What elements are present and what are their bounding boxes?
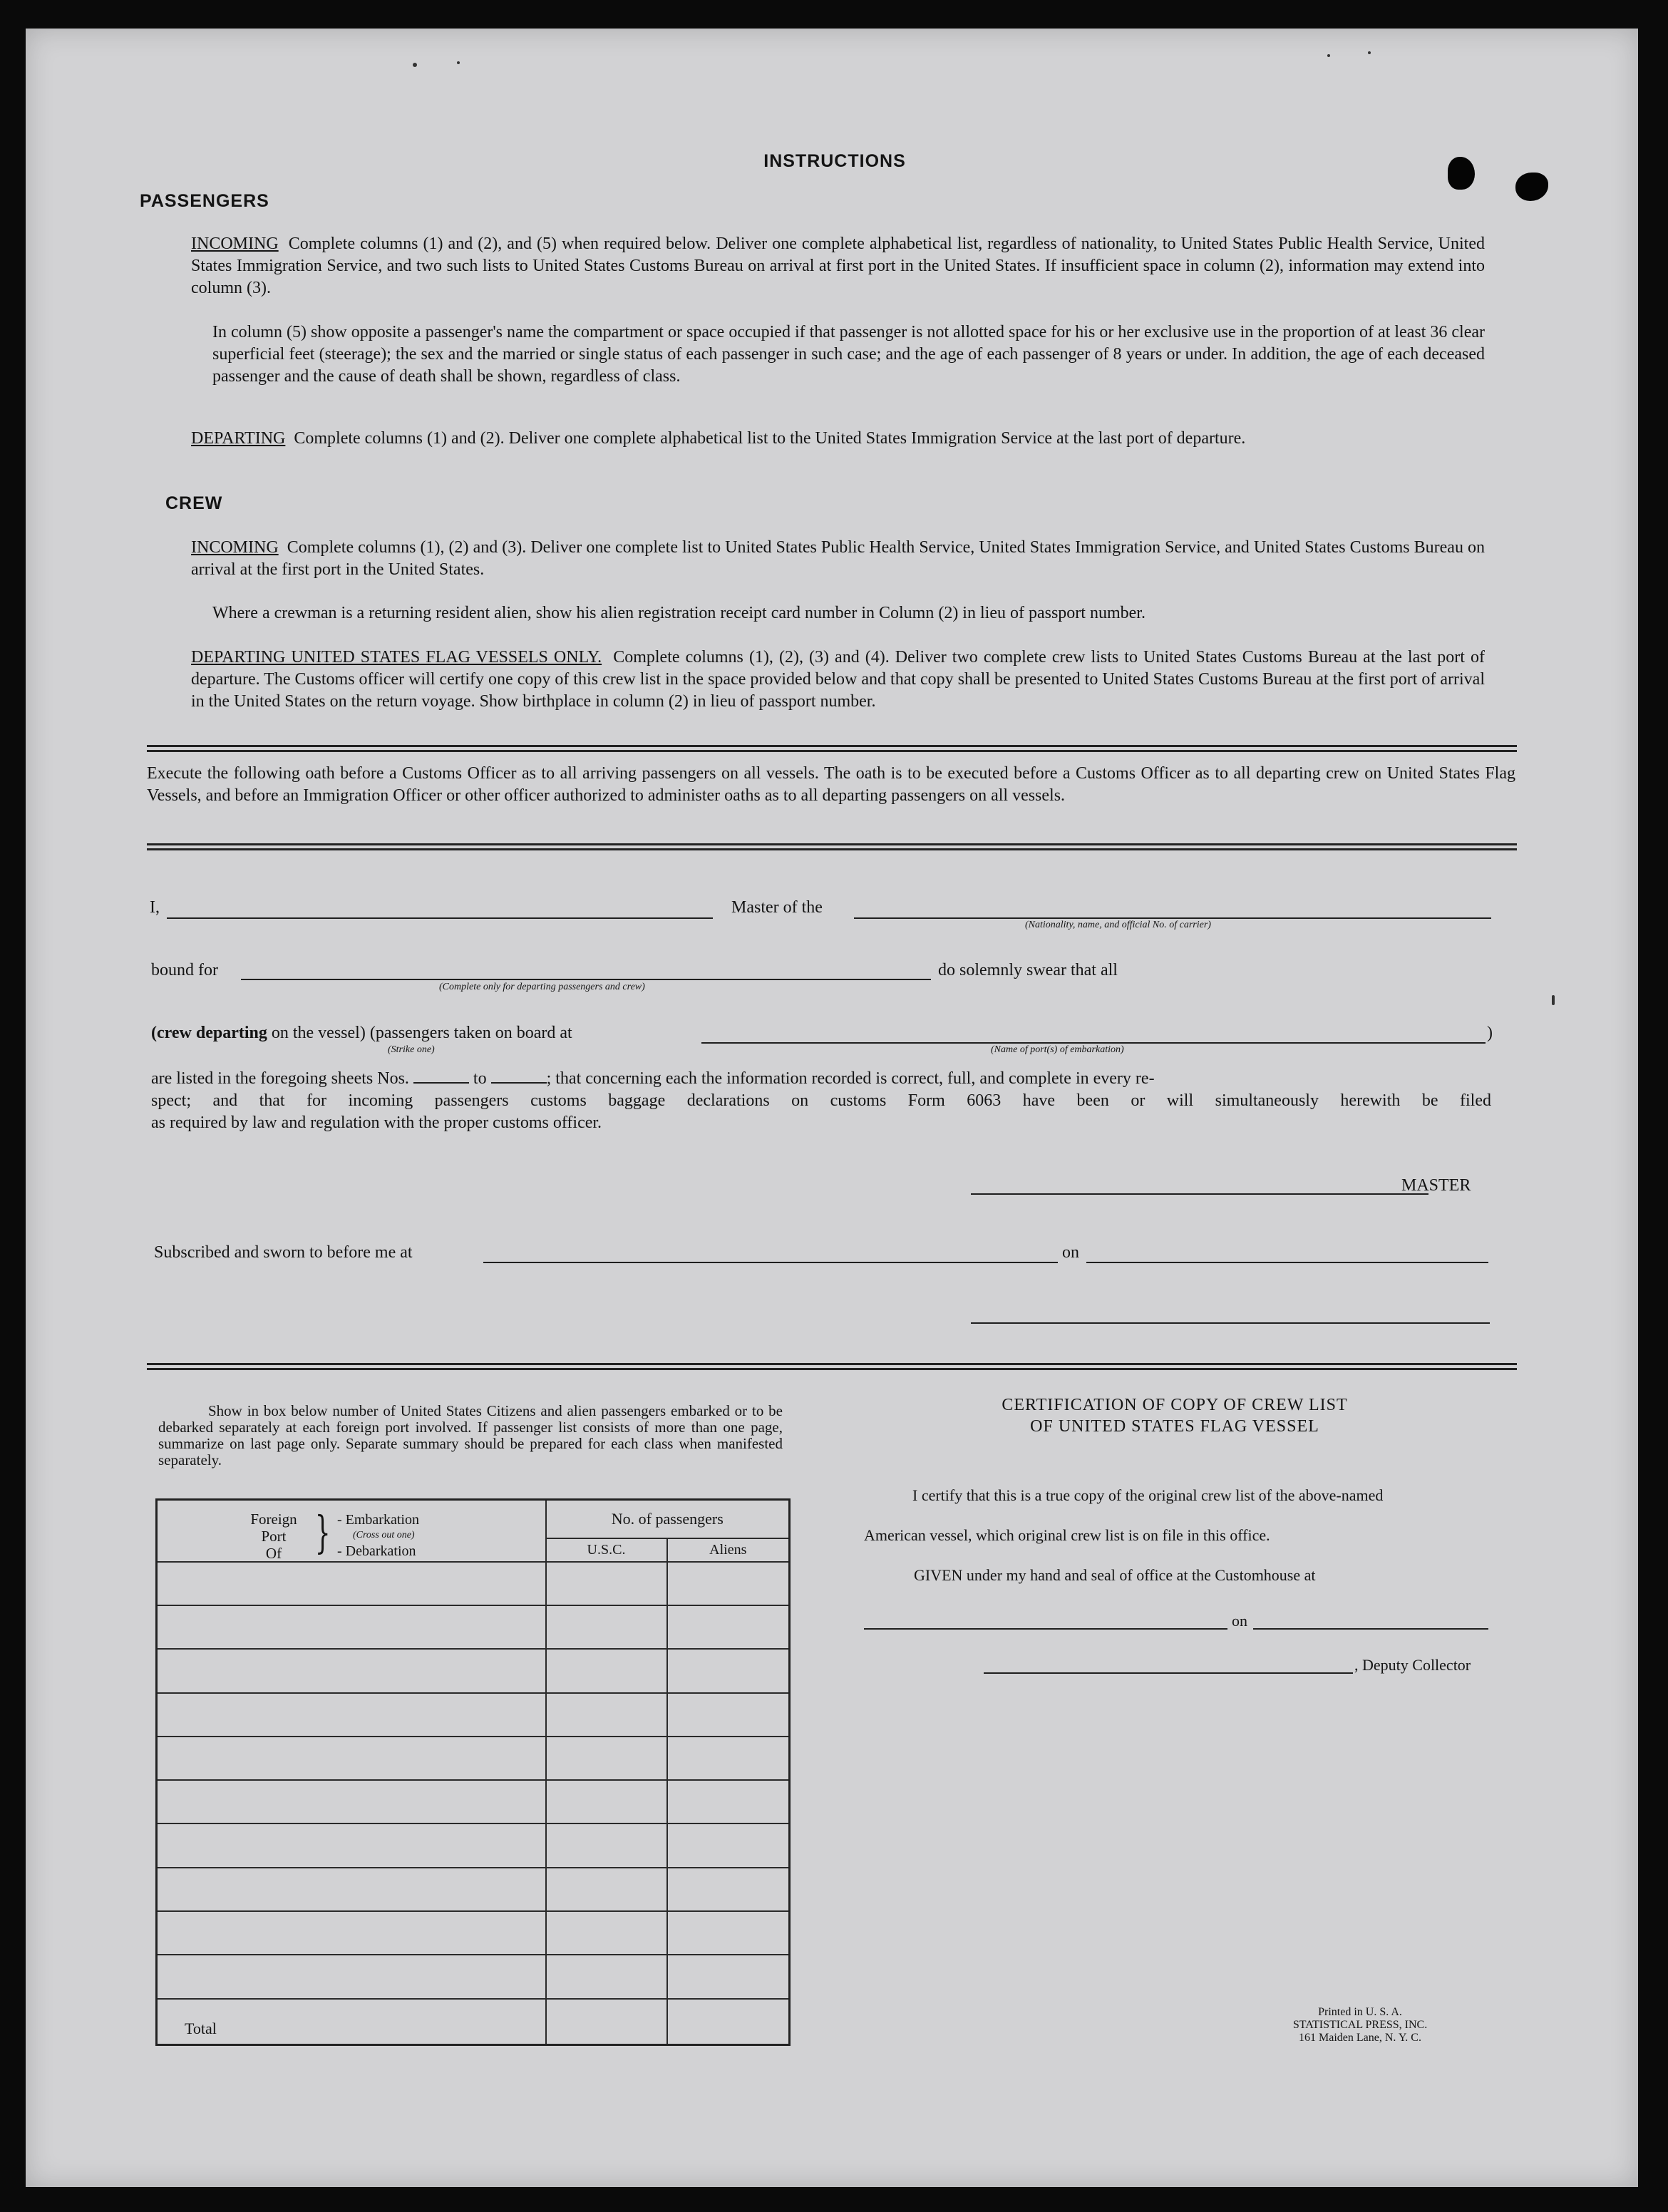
officer-signature-field[interactable] xyxy=(971,1322,1490,1324)
punch-hole-right xyxy=(1515,173,1548,201)
crew-incoming-text: Complete columns (1), (2) and (3). Deliver one complete list to United States Public Health Service, United States Immigration Service, and United States Customs Bureau on arrival at the first port in the United States. xyxy=(191,538,1486,579)
listed-rest-2: spect; and that for incoming passengers customs baggage declarations on customs Form 6063 have been or will simultaneously herewith be filed xyxy=(151,1091,1491,1110)
crew-heading: CREW xyxy=(165,493,223,513)
incoming-label: INCOMING xyxy=(191,235,279,253)
speck xyxy=(1368,51,1371,54)
foreign-port-header xyxy=(157,1500,546,1562)
summary-instructions: Show in box below number of United States Citizens and alien passengers embarked or to be debarked separately at each foreign port involved. If passenger list consists of more than one page, summarize on last page only. Separate summary should be prepared for each class when manifested separately. xyxy=(158,1402,783,1468)
crew-departing-label: DEPARTING UNITED STATES FLAG VESSELS ONLY. xyxy=(191,648,602,667)
solemnly-swear-label: do solemnly swear that all xyxy=(938,961,1118,979)
sheet-from-field[interactable] xyxy=(413,1068,469,1084)
usc-cell[interactable] xyxy=(546,1737,667,1780)
printer-line-3: 161 Maiden Lane, N. Y. C. xyxy=(1299,2032,1421,2044)
usc-cell[interactable] xyxy=(546,1823,667,1867)
passengers-incoming-para xyxy=(191,233,1485,299)
divider-rule xyxy=(147,745,1517,747)
table-row xyxy=(157,1693,790,1737)
complete-only-caption: (Complete only for departing passengers and crew) xyxy=(439,982,645,992)
subscribed-label: Subscribed and sworn to before me at xyxy=(154,1243,413,1262)
master-label: MASTER xyxy=(1401,1176,1471,1195)
bound-for-field[interactable] xyxy=(241,979,931,980)
table-row xyxy=(157,1605,790,1649)
close-paren: ) xyxy=(1487,1024,1493,1042)
printer-imprint xyxy=(1267,2006,1453,2044)
aliens-cell[interactable] xyxy=(667,1693,790,1737)
no-of-passengers-header: No. of passengers xyxy=(546,1500,790,1539)
crew-incoming-label: INCOMING xyxy=(191,538,279,557)
usc-cell[interactable] xyxy=(546,1649,667,1692)
divider-rule xyxy=(147,843,1517,845)
strike-one-caption: (Strike one) xyxy=(388,1044,435,1055)
table-row xyxy=(157,1737,790,1780)
port-cell[interactable] xyxy=(157,1693,546,1737)
port-cell[interactable] xyxy=(157,1823,546,1867)
aliens-cell[interactable] xyxy=(667,1605,790,1649)
speck xyxy=(1552,995,1555,1005)
port-word: Port xyxy=(261,1528,287,1545)
cert-on-label: on xyxy=(1232,1612,1247,1630)
carrier-field[interactable] xyxy=(854,917,1491,919)
passengers-departing-para xyxy=(191,428,1485,450)
certification-title-1: CERTIFICATION OF COPY OF CREW LIST xyxy=(1002,1396,1348,1414)
usc-cell[interactable] xyxy=(546,1868,667,1911)
table-row xyxy=(157,1911,790,1955)
sheet-to-field[interactable] xyxy=(491,1068,547,1084)
crew-departing-text: Complete columns (1), (2), (3) and (4). Deliver two complete crew lists to United States Customs Bureau at the last port of departure. The Customs officer will certify one copy of this crew list in the space provided below and that copy shall be presented to United States Customs Bureau at the first port of arrival in the United States on the return voyage. Show birthplace in column (2) in lieu of passport number. xyxy=(191,648,1485,711)
sworn-place-field[interactable] xyxy=(483,1262,1058,1263)
departing-label: DEPARTING xyxy=(191,429,286,448)
crew-incoming-para xyxy=(191,537,1485,581)
cross-out-caption: (Cross out one) xyxy=(353,1530,415,1540)
divider-rule xyxy=(147,750,1517,752)
divider-rule xyxy=(147,848,1517,850)
instructions-title: INSTRUCTIONS xyxy=(763,151,906,171)
usc-cell[interactable] xyxy=(546,1911,667,1955)
on-the-vessel-text: on the vessel) (passengers taken on board at xyxy=(271,1024,572,1042)
port-cell[interactable] xyxy=(157,1955,546,1998)
speck xyxy=(1327,54,1330,57)
punch-hole-left xyxy=(1448,157,1475,190)
deputy-collector-signature-field[interactable] xyxy=(984,1672,1353,1674)
sworn-on-label: on xyxy=(1062,1243,1079,1262)
cert-date-field[interactable] xyxy=(1253,1628,1488,1630)
aliens-cell[interactable] xyxy=(667,1780,790,1823)
port-cell[interactable] xyxy=(157,1605,546,1649)
customhouse-field[interactable] xyxy=(864,1628,1227,1630)
debarkation-option[interactable]: - Debarkation xyxy=(337,1543,416,1559)
oath-i: I, xyxy=(150,898,160,917)
ports-caption: (Name of port(s) of embarkation) xyxy=(991,1044,1124,1055)
foreign-word: Foreign xyxy=(250,1511,297,1528)
nationality-caption: (Nationality, name, and official No. of carrier) xyxy=(1025,920,1211,930)
divider-rule xyxy=(147,1363,1517,1365)
listed-rest-3: as required by law and regulation with the proper customs officer. xyxy=(151,1113,602,1132)
brace-icon: } xyxy=(314,1506,331,1558)
port-cell[interactable] xyxy=(157,1911,546,1955)
usc-cell[interactable] xyxy=(546,1780,667,1823)
table-row xyxy=(157,1562,790,1605)
port-cell[interactable] xyxy=(157,1649,546,1692)
listed-rest-1: ; that concerning each the information recorded is correct, full, and complete in every re- xyxy=(546,1069,1155,1088)
table-row xyxy=(157,1780,790,1823)
master-name-field[interactable] xyxy=(167,917,713,919)
passengers-incoming-text: Complete columns (1) and (2), and (5) when required below. Deliver one complete alphabetical list, regardless of nationality, to United States Public Health Service, United States Immigration Service, and two such lists to United States Customs Bureau on arrival at first port in the United States. If insufficient space in column (2), information may extend into column (3). xyxy=(191,235,1486,297)
usc-cell[interactable] xyxy=(546,1955,667,1998)
aliens-cell[interactable] xyxy=(667,1868,790,1911)
total-text: Total xyxy=(185,2020,217,2037)
sworn-date-field[interactable] xyxy=(1086,1262,1488,1263)
table-row xyxy=(157,1823,790,1867)
aliens-cell[interactable] xyxy=(667,1649,790,1692)
col-usc-header: U.S.C. xyxy=(546,1538,667,1561)
crew-departing-bold: (crew departing xyxy=(151,1024,267,1042)
speck xyxy=(457,61,460,64)
port-cell[interactable] xyxy=(157,1737,546,1780)
given-line: GIVEN under my hand and seal of office at the Customhouse at xyxy=(914,1566,1316,1584)
oath-line-3 xyxy=(151,1022,572,1044)
total-label xyxy=(157,1999,546,2045)
to-label: to xyxy=(473,1069,487,1088)
table-row xyxy=(157,1868,790,1911)
passengers-heading: PASSENGERS xyxy=(140,191,269,211)
certify-line-1: I certify that this is a true copy of the original crew list of the above-named xyxy=(912,1486,1384,1504)
master-signature-field[interactable] xyxy=(971,1193,1428,1195)
returning-alien-para: Where a crewman is a returning resident alien, show his alien registration receipt card number in Column (2) in lieu of passport number. xyxy=(212,604,1146,622)
port-cell[interactable] xyxy=(157,1868,546,1911)
certify-line-2: American vessel, which original crew list is on file in this office. xyxy=(864,1526,1270,1544)
aliens-cell[interactable] xyxy=(667,1562,790,1605)
certification-title-2: OF UNITED STATES FLAG VESSEL xyxy=(1030,1417,1319,1436)
aliens-cell[interactable] xyxy=(667,1911,790,1955)
aliens-cell[interactable] xyxy=(667,1823,790,1867)
port-cell[interactable] xyxy=(157,1780,546,1823)
col-aliens-header: Aliens xyxy=(667,1538,790,1561)
embarkation-option[interactable]: - Embarkation xyxy=(337,1512,419,1528)
usc-cell[interactable] xyxy=(546,1605,667,1649)
column5-para: In column (5) show opposite a passenger's name the compartment or space occupied if that passenger is not allotted space for his or her exclusive use in the proportion of at least 36 clear superficial feet (steerage); the sex and the married or single status of each passenger in such case; and the age of each passenger of 8 years or under. In addition, the age of each deceased passenger and the cause of death shall be shown, regardless of class. xyxy=(212,323,1485,386)
listed-prefix: are listed in the foregoing sheets Nos. xyxy=(151,1069,409,1088)
aliens-cell[interactable] xyxy=(667,1955,790,1998)
table-row xyxy=(157,1955,790,1998)
passengers-departing-text: Complete columns (1) and (2). Deliver one complete alphabetical list to the United States Immigration Service at the last port of departure. xyxy=(294,429,1246,448)
port-cell[interactable] xyxy=(157,1562,546,1605)
crew-departing-para xyxy=(191,647,1485,713)
printer-line-2: STATISTICAL PRESS, INC. xyxy=(1292,2019,1428,2031)
sheets-line xyxy=(151,1068,1491,1090)
table-row xyxy=(157,1649,790,1692)
usc-cell[interactable] xyxy=(546,1562,667,1605)
deputy-collector-label: , Deputy Collector xyxy=(1354,1656,1471,1674)
embarkation-ports-field[interactable] xyxy=(701,1042,1486,1044)
bound-for-label: bound for xyxy=(151,961,218,979)
total-usc-cell[interactable] xyxy=(546,1999,667,2045)
oath-instruction: Execute the following oath before a Customs Officer as to all arriving passengers on all vessels. The oath is to be executed before a Customs Officer as to all departing crew on United States Flag Vessels, and before an Immigration Officer or other officer authorized to administer oaths as to all departing passengers on all vessels. xyxy=(147,764,1515,805)
divider-rule xyxy=(147,1368,1517,1370)
speck xyxy=(413,63,417,67)
usc-cell[interactable] xyxy=(546,1693,667,1737)
of-word: Of xyxy=(265,1545,282,1562)
master-of-the-label: Master of the xyxy=(731,898,823,917)
aliens-cell[interactable] xyxy=(667,1737,790,1780)
printer-line-1: Printed in U. S. A. xyxy=(1318,2006,1402,2018)
form-page xyxy=(26,29,1638,2187)
total-aliens-cell[interactable] xyxy=(667,1999,790,2045)
passenger-summary-table xyxy=(155,1498,791,2046)
